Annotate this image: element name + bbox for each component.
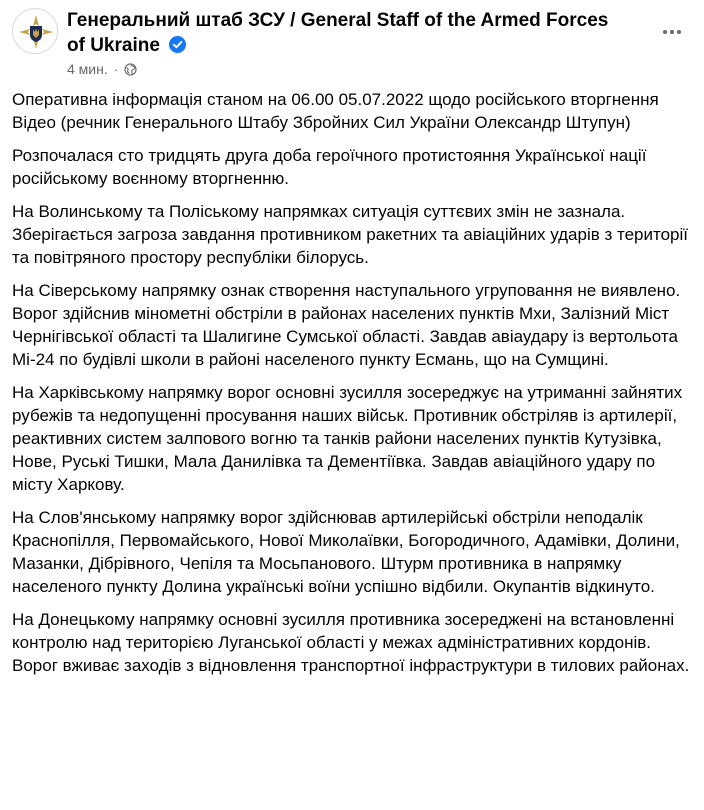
post-timestamp[interactable]: 4 мин. bbox=[67, 61, 108, 77]
post-header bbox=[12, 8, 692, 84]
more-options-icon bbox=[663, 30, 667, 34]
page-avatar[interactable] bbox=[12, 8, 58, 54]
page-name-link[interactable]: Генеральний штаб ЗСУ / General Staff of the Armed Forces of Ukraine bbox=[67, 10, 609, 56]
post-paragraph: На Сіверському напрямку ознак створення наступального угруповання не виявлено. Ворог здійснив мінометні обстріли в районах населених пунктів Мхи, Залізний Міст Чернігівської області та Шалигине Сумської області. Завдав авіаудару із вертольота Мі-24 по будівлі школи в районі населеного пункту Есмань, що на Сумщині. bbox=[12, 281, 681, 369]
post-paragraph: Розпочалася сто тридцять друга доба героїчного протистояння Української нації російському воєнному вторгненню. bbox=[12, 146, 647, 188]
post-paragraph: На Слов'янському напрямку ворог здійснював артилерійські обстріли неподалік Краснопілля, Первомайського, Нової Миколаївки, Богородичного, Адамівки, Долини, Мазанки, Дібрівного, Чепіля та Мосьпанового. Штурм противника в напрямку населеного пункту Долина українські воїни успішно відбили. Окупантів відкинуто. bbox=[12, 508, 680, 596]
post-intro bbox=[12, 88, 696, 134]
more-options-icon bbox=[670, 30, 674, 34]
more-options-button[interactable] bbox=[654, 14, 690, 50]
post-content bbox=[12, 88, 696, 687]
post-paragraph: На Волинському та Поліському напрямках ситуація суттєвих змін не зазнала. Зберігається загроза завдання противником ракетних та авіаційних ударів з території та повітряного простору республіки білорусь. bbox=[12, 202, 689, 267]
armed-forces-emblem-icon bbox=[13, 9, 58, 54]
post-title-line: Оперативна інформація станом на 06.00 05.07.2022 щодо російського вторгнення bbox=[12, 90, 659, 109]
post-paragraph: На Донецькому напрямку основні зусилля противника зосереджені на встановленні контролю над територією Луганської області у межах адміністративних кордонів. Ворог вживає заходів з відновлення транспортної інфраструктури в тилових районах. bbox=[12, 610, 690, 675]
post-meta bbox=[67, 60, 137, 78]
more-options-icon bbox=[677, 30, 681, 34]
page-name-line bbox=[67, 8, 627, 58]
globe-icon[interactable] bbox=[124, 63, 137, 76]
verified-badge-icon bbox=[169, 36, 186, 53]
meta-separator: · bbox=[113, 61, 119, 77]
post-paragraph: На Харківському напрямку ворог основні зусилля зосереджує на утриманні зайнятих рубежів та недопущенні просування наших військ. Противник обстріляв із артилерії, реактивних систем залпового вогню та танків райони населених пунктів Кутузівка, Нове, Руські Тишки, Мала Данилівка та Дементіївка. Завдав авіаційного удару по місту Харкову. bbox=[12, 383, 683, 494]
post-video-line: Відео (речник Генерального Штабу Збройних Сил України Олександр Штупун) bbox=[12, 113, 631, 132]
